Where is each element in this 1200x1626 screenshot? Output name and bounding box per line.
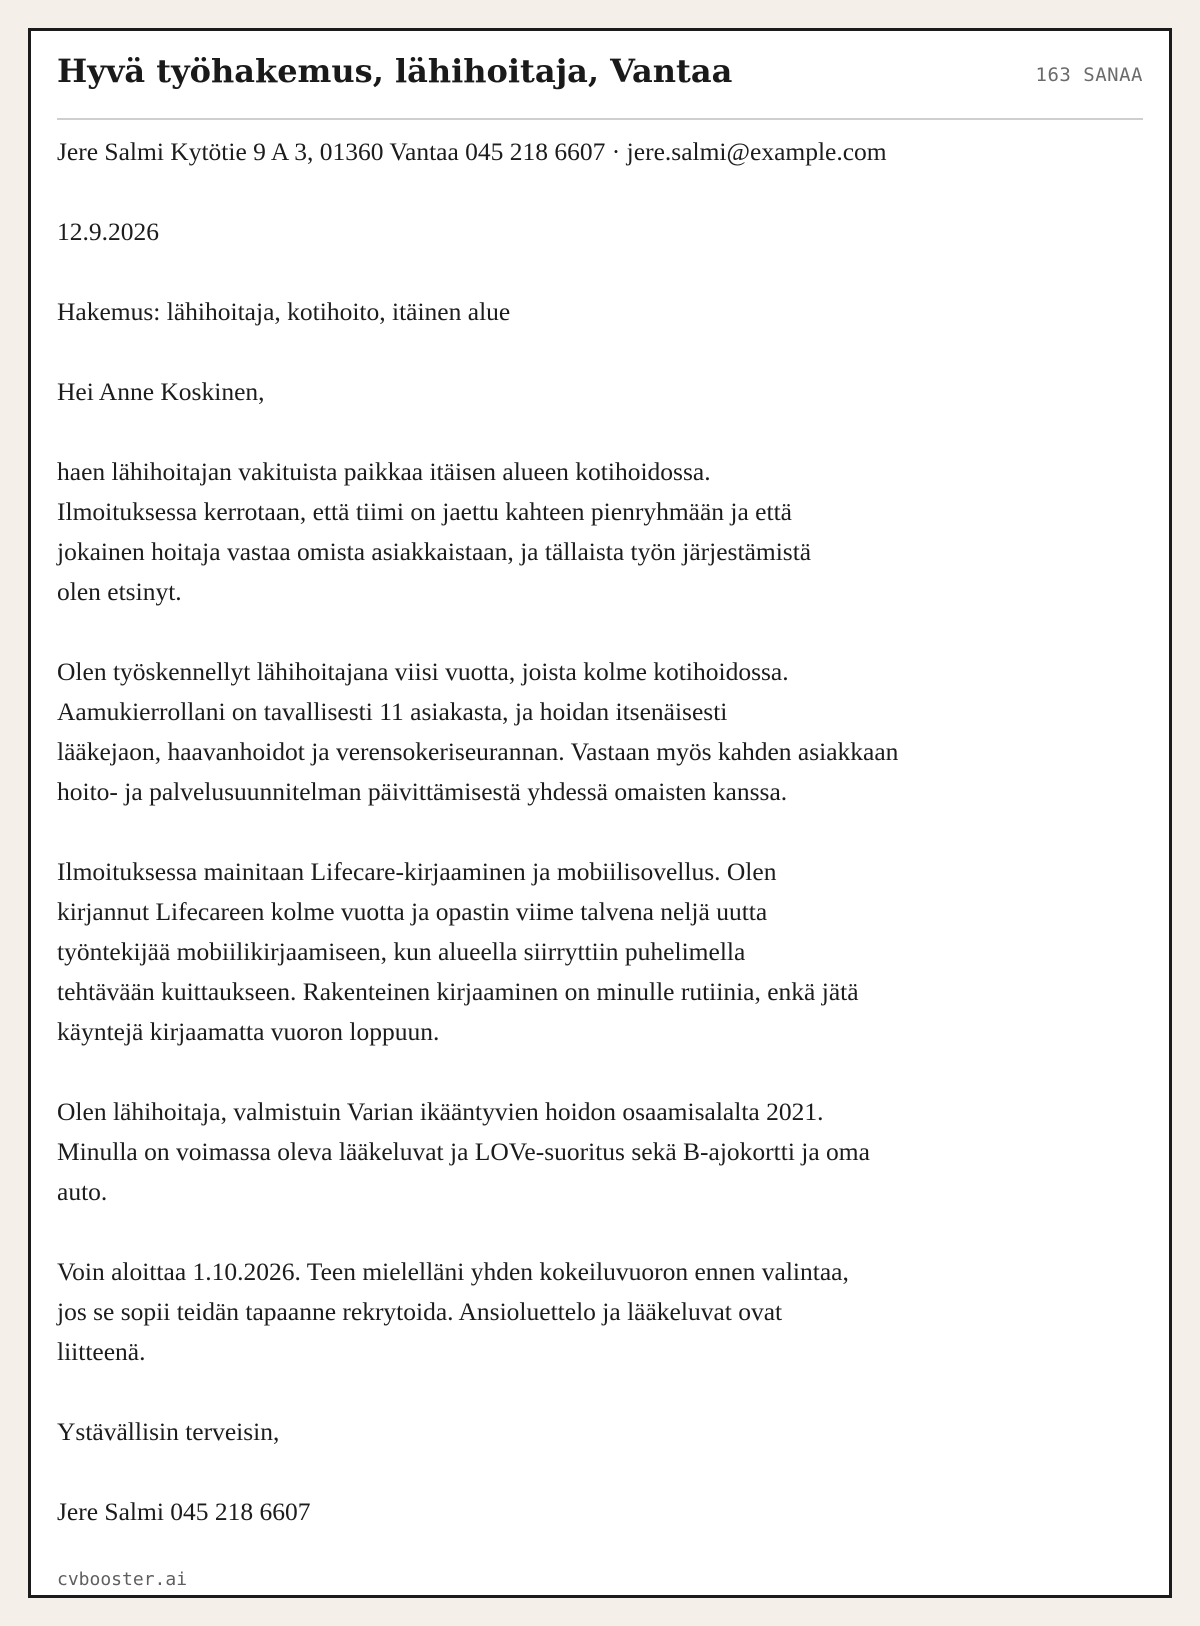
document-card <box>28 28 1172 1598</box>
letter-greeting: Hei Anne Koskinen, <box>57 377 265 406</box>
text-line: auto. <box>57 1177 108 1206</box>
contact-line: Jere Salmi Kytötie 9 A 3, 01360 Vantaa 045 218 6607 · jere.salmi@example.com <box>57 137 887 166</box>
text-line: työntekijää mobiilikirjaamiseen, kun alueella siirryttiin puhelimella <box>57 937 746 966</box>
letter-date: 12.9.2026 <box>57 217 159 246</box>
paragraph-documentation <box>57 852 1117 1052</box>
word-count-label: 163 SANAA <box>1035 64 1143 86</box>
text-line: lääkejaon, haavanhoidot ja verensokeriseurannan. Vastaan myös kahden asiakkaan <box>57 737 899 766</box>
text-line: kirjannut Lifecareen kolme vuotta ja opastin viime talvena neljä uutta <box>57 897 768 926</box>
text-line: Ilmoituksessa kerrotaan, että tiimi on jaettu kahteen pienryhmään ja että <box>57 497 792 526</box>
letter-signature: Jere Salmi 045 218 6607 <box>57 1497 311 1526</box>
text-line: Aamukierrollani on tavallisesti 11 asiakasta, ja hoidan itsenäisesti <box>57 697 728 726</box>
text-line: Minulla on voimassa oleva lääkeluvat ja LOVe-suoritus sekä B-ajokortti ja oma <box>57 1137 870 1166</box>
document-title: Hyvä työhakemus, lähihoitaja, Vantaa <box>57 52 733 90</box>
text-line: Voin aloittaa 1.10.2026. Teen mielelläni yhden kokeiluvuoron ennen valintaa, <box>57 1257 849 1286</box>
letter-closing: Ystävällisin terveisin, <box>57 1417 280 1446</box>
brand-footer: cvbooster.ai <box>57 1569 188 1590</box>
text-line: tehtävään kuittaukseen. Rakenteinen kirjaaminen on minulle rutiinia, enkä jätä <box>57 977 859 1006</box>
document-header <box>57 31 1143 120</box>
paragraph-availability <box>57 1252 1117 1372</box>
text-line: Ilmoituksessa mainitaan Lifecare-kirjaaminen ja mobiilisovellus. Olen <box>57 857 777 886</box>
text-line: jos se sopii teidän tapaanne rekrytoida. Ansioluettelo ja lääkeluvat ovat <box>57 1297 783 1326</box>
text-line: Olen työskennellyt lähihoitajana viisi vuotta, joista kolme kotihoidossa. <box>57 657 789 686</box>
text-line: liitteenä. <box>57 1337 146 1366</box>
text-line: olen etsinyt. <box>57 577 182 606</box>
text-line: haen lähihoitajan vakituista paikkaa itäisen alueen kotihoidossa. <box>57 457 711 486</box>
paragraph-experience <box>57 652 1117 812</box>
letter-body <box>57 132 1117 1572</box>
text-line: hoito- ja palvelusuunnitelman päivittämisestä yhdessä omaisten kanssa. <box>57 777 788 806</box>
paragraph-application <box>57 452 1117 612</box>
letter-subject: Hakemus: lähihoitaja, kotihoito, itäinen alue <box>57 297 511 326</box>
text-line: Olen lähihoitaja, valmistuin Varian ikääntyvien hoidon osaamisalalta 2021. <box>57 1097 824 1126</box>
text-line: käyntejä kirjaamatta vuoron loppuun. <box>57 1017 440 1046</box>
paragraph-qualifications <box>57 1092 1117 1212</box>
text-line: jokainen hoitaja vastaa omista asiakkaistaan, ja tällaista työn järjestämistä <box>57 537 812 566</box>
